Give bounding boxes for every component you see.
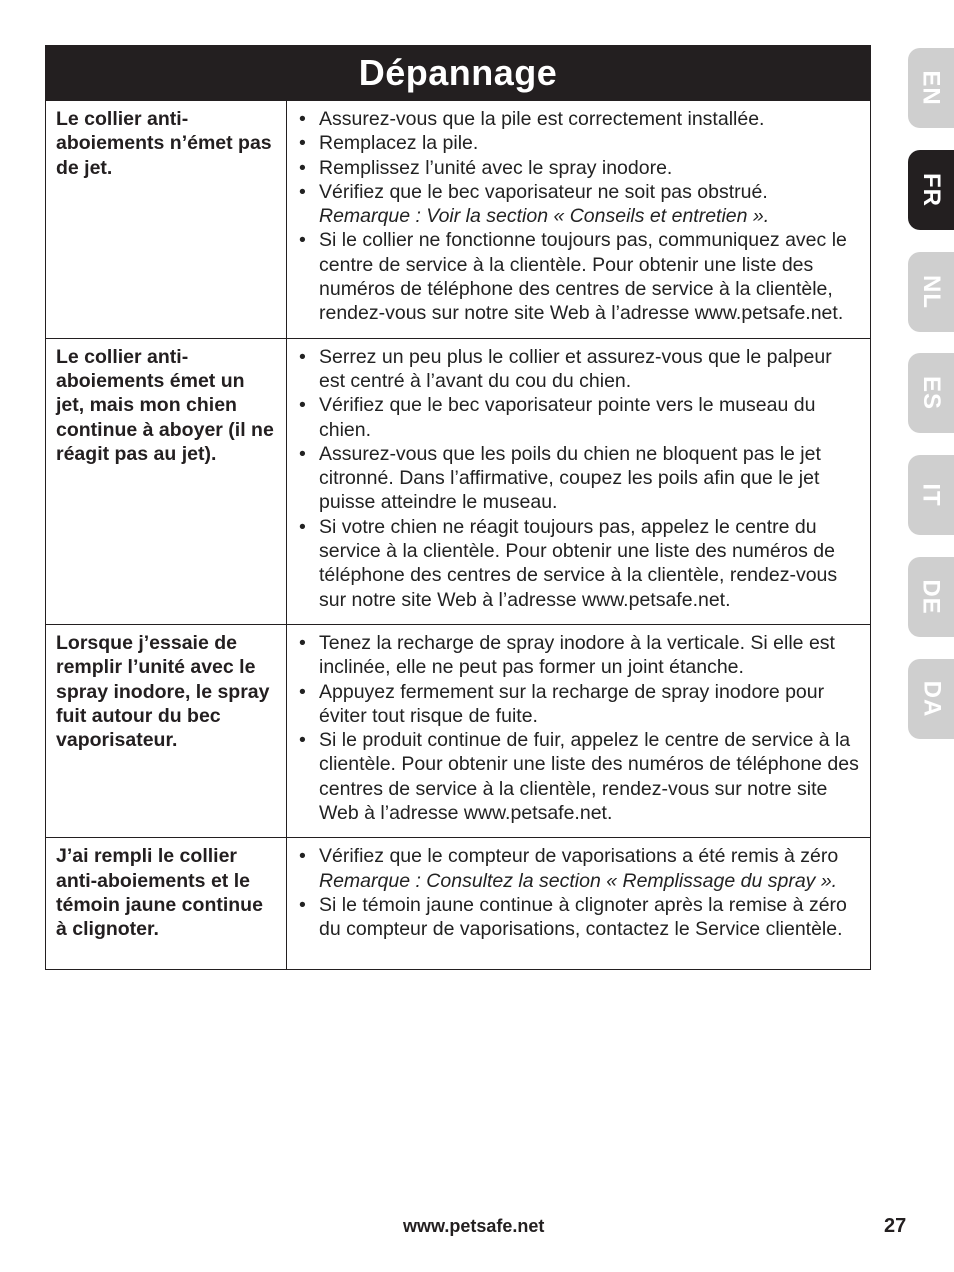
solution-text: Assurez-vous que les poils du chien ne bloquent pas le jet citronné. Dans l’affirmative, coupez les poils afin que le jet puisse atteindre le museau. [319, 442, 821, 514]
solution-item [297, 631, 860, 680]
solution-item [297, 393, 860, 442]
lang-tab-label: DA [917, 680, 945, 718]
table-row [46, 838, 871, 970]
solution-text: Appuyez fermement sur la recharge de spray inodore pour éviter tout risque de fuite. [319, 680, 825, 727]
solution-list [297, 345, 860, 612]
lang-tab-label: IT [917, 483, 945, 507]
page-number: 27 [884, 1215, 907, 1237]
solution-item [297, 893, 860, 942]
solution-text: Vérifiez que le bec vaporisateur ne soit pas obstrué. [319, 180, 768, 203]
solution-item [297, 844, 860, 893]
solution-text: Si le produit continue de fuir, appelez le centre de service à la clientèle. Pour obtenir une liste des numéros de téléphone des centres de service à la clientèle, rendez-vous sur notre site Web à l’adresse www.petsafe.net. [319, 729, 859, 825]
solution-text: Si votre chien ne réagit toujours pas, appelez le centre du service à la clientèle. Pour obtenir une liste des numéros de téléphone des centres de service à la clientèle, rendez-vous sur notre site Web à l’adresse www.petsafe.net. [319, 515, 838, 611]
footer-url: www.petsafe.net [403, 1216, 545, 1236]
lang-tab-label: ES [917, 376, 945, 411]
solutions-cell [287, 838, 871, 970]
solution-text: Si le témoin jaune continue à clignoter après la remise à zéro du compteur de vaporisations, contactez le Service clientèle. [319, 893, 847, 941]
problem-cell: Lorsque j’essaie de remplir l’unité avec le spray inodore, le spray fuit autour du bec vaporisateur. [46, 624, 287, 837]
solution-item [297, 131, 860, 155]
solution-item [297, 515, 860, 612]
troubleshooting-table [45, 100, 871, 970]
solution-text: Assurez-vous que la pile est correctement installée. [319, 108, 765, 130]
solution-item [297, 442, 860, 515]
solutions-cell [287, 338, 871, 624]
lang-tab-nl[interactable] [908, 252, 954, 332]
solution-item [297, 156, 860, 180]
solution-item [297, 345, 860, 394]
problem-cell: J’ai rempli le collier anti-aboiements et le témoin jaune continue à clignoter. [46, 838, 287, 970]
solutions-cell [287, 624, 871, 837]
lang-tab-es[interactable] [908, 353, 954, 433]
page-title: Dépannage [358, 51, 558, 93]
solution-text: Vérifiez que le bec vaporisateur pointe vers le museau du chien. [319, 394, 816, 441]
page-title-bar [45, 45, 871, 100]
lang-tab-en[interactable] [908, 48, 954, 128]
problem-cell: Le collier anti-aboiements émet un jet, mais mon chien continue à aboyer (il ne réagit pas au jet). [46, 338, 287, 624]
solution-text: Vérifiez que le compteur de vaporisations a été remis à zéro [319, 845, 839, 868]
solution-list [297, 631, 860, 825]
solution-text: Si le collier ne fonctionne toujours pas, communiquez avec le centre de service à la clientèle. Pour obtenir une liste des numéros de téléphone des centres de service à la clientèle, rendez-vous sur notre site Web à l’adresse www.petsafe.net. [319, 229, 847, 325]
solution-item [297, 728, 860, 825]
solution-item [297, 228, 860, 325]
solution-text: Remplacez la pile. [319, 132, 479, 155]
solution-note: Remarque : Voir la section « Conseils et entretien ». [319, 205, 770, 228]
table-row [46, 624, 871, 837]
table-row [46, 338, 871, 624]
lang-tab-da[interactable] [908, 659, 954, 739]
solution-item [297, 107, 860, 131]
lang-tab-fr[interactable] [908, 150, 954, 230]
problem-cell: Le collier anti-aboiements n’émet pas de jet. [46, 101, 287, 339]
lang-tab-it[interactable] [908, 455, 954, 535]
lang-tab-label: EN [918, 70, 945, 106]
lang-tab-label: NL [918, 274, 945, 309]
table-row [46, 101, 871, 339]
solution-item [297, 680, 860, 729]
solutions-cell [287, 101, 871, 339]
solution-list [297, 107, 860, 326]
solution-item [297, 180, 860, 229]
solution-text: Tenez la recharge de spray inodore à la verticale. Si elle est inclinée, elle ne peut pas former un joint étanche. [319, 631, 835, 679]
lang-tab-label: DE [918, 579, 945, 615]
solution-note: Remarque : Consultez la section « Remplissage du spray ». [319, 869, 838, 892]
lang-tab-label: FR [918, 172, 945, 207]
lang-tab-de[interactable] [908, 557, 954, 637]
solution-text: Serrez un peu plus le collier et assurez-vous que le palpeur est centré à l’avant du cou du chien. [319, 345, 832, 392]
solution-list [297, 844, 860, 941]
solution-text: Remplissez l’unité avec le spray inodore. [319, 156, 673, 179]
